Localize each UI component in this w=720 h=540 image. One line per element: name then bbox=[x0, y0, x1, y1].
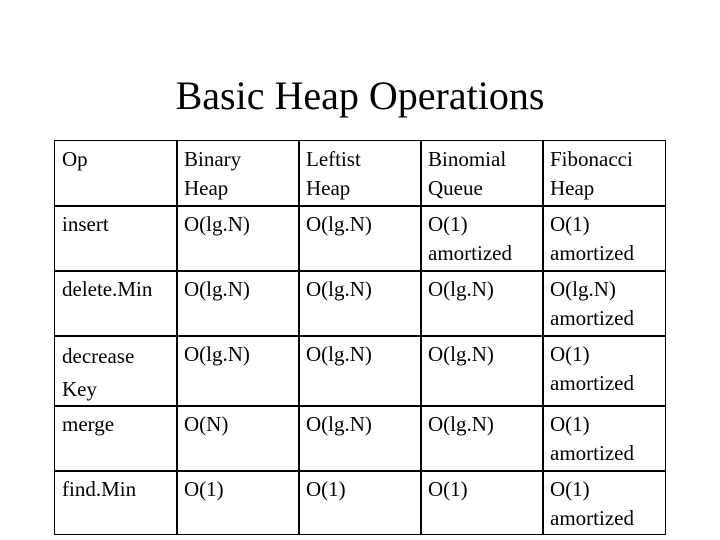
row-insert-binary: O(lg.N) bbox=[184, 212, 250, 236]
row-deletemin-leftist: O(lg.N) bbox=[306, 277, 372, 301]
row-decreasekey-op: decrease Key bbox=[62, 344, 135, 401]
table-column-divider bbox=[420, 140, 422, 535]
row-insert-binomial: O(1) amortized bbox=[428, 212, 512, 265]
row-deletemin-binomial: O(lg.N) bbox=[428, 277, 494, 301]
row-decreasekey-binary: O(lg.N) bbox=[184, 342, 250, 366]
row-insert-leftist: O(lg.N) bbox=[306, 212, 372, 236]
table-row-divider bbox=[54, 470, 666, 472]
row-findmin-binary: O(1) bbox=[184, 477, 224, 501]
header-cell-fibonacci: Fibonacci Heap bbox=[550, 147, 633, 200]
table-column-divider bbox=[176, 140, 178, 535]
row-findmin-leftist: O(1) bbox=[306, 477, 346, 501]
row-deletemin-fibonacci: O(lg.N) amortized bbox=[550, 277, 634, 330]
header-cell-binary: Binary Heap bbox=[184, 147, 242, 200]
table-column-divider bbox=[298, 140, 300, 535]
row-decreasekey-leftist: O(lg.N) bbox=[306, 342, 372, 366]
row-merge-fibonacci: O(1) amortized bbox=[550, 412, 634, 465]
row-insert-fibonacci: O(1) amortized bbox=[550, 212, 634, 265]
row-findmin-binomial: O(1) bbox=[428, 477, 468, 501]
header-cell-binomial: Binomial Queue bbox=[428, 147, 507, 200]
header-cell-leftist: Leftist Heap bbox=[306, 147, 361, 200]
header-cell-op: Op bbox=[62, 147, 88, 171]
table-row-divider bbox=[54, 205, 666, 207]
row-decreasekey-binomial: O(lg.N) bbox=[428, 342, 494, 366]
row-deletemin-binary: O(lg.N) bbox=[184, 277, 250, 301]
table-row-divider bbox=[54, 405, 666, 407]
slide-title: Basic Heap Operations bbox=[175, 73, 545, 118]
row-merge-binary: O(N) bbox=[184, 412, 229, 436]
table-row-divider bbox=[54, 335, 666, 337]
row-decreasekey-fibonacci: O(1) amortized bbox=[550, 342, 634, 395]
row-merge-op: merge bbox=[62, 412, 115, 436]
row-deletemin-op: delete.Min bbox=[62, 277, 153, 301]
row-merge-leftist: O(lg.N) bbox=[306, 412, 372, 436]
table-row-divider bbox=[54, 270, 666, 272]
table-column-divider bbox=[542, 140, 544, 535]
row-insert-op: insert bbox=[62, 212, 109, 236]
row-merge-binomial: O(lg.N) bbox=[428, 412, 494, 436]
row-findmin-op: find.Min bbox=[62, 477, 137, 501]
row-findmin-fibonacci: O(1) amortized bbox=[550, 477, 634, 530]
